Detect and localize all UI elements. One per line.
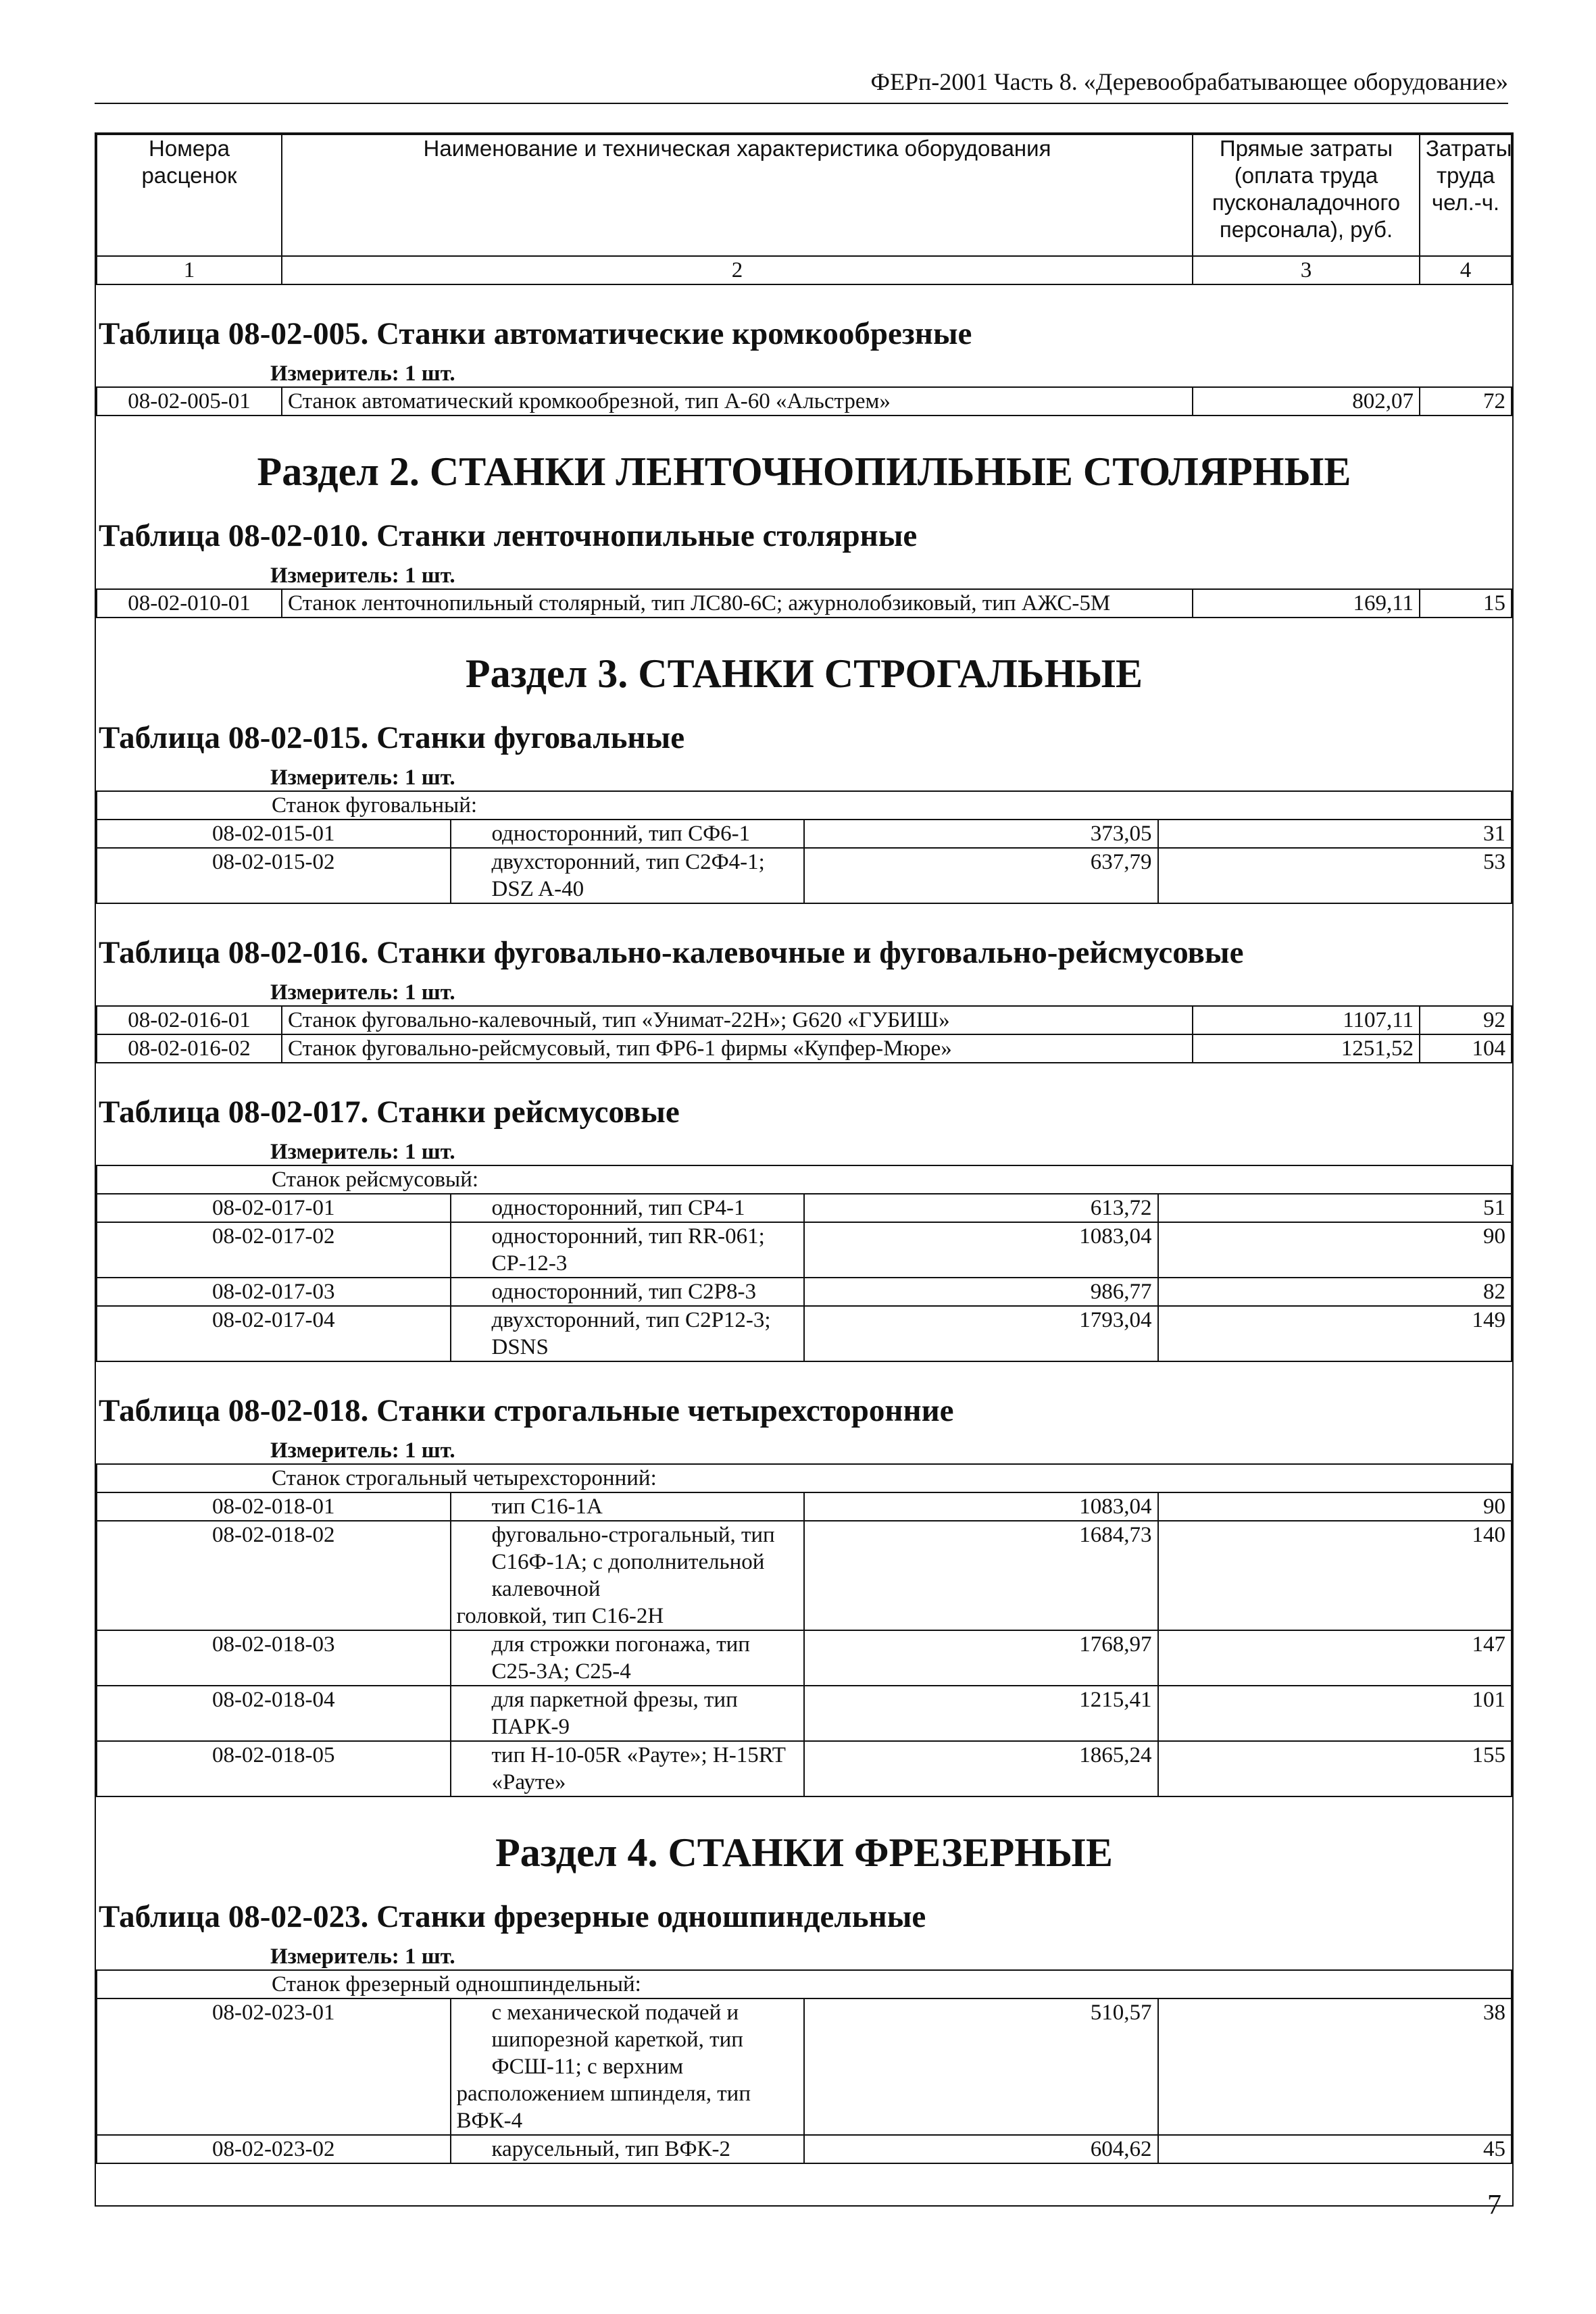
table-010 (96, 588, 1512, 618)
rate-code: 08-02-017-03 (97, 1278, 451, 1306)
rate-name: двухсторонний, тип С2Р12-3; DSNS (451, 1306, 805, 1361)
section-title-4: Раздел 4. СТАНКИ ФРЕЗЕРНЫЕ (495, 1830, 1113, 1875)
rate-name: Станок автоматический кромкообрезной, тип А-60 «Альстрем» (282, 387, 1193, 416)
rate-code: 08-02-018-01 (97, 1492, 451, 1521)
rate-labor: 92 (1420, 1006, 1512, 1034)
col-number-2: 2 (282, 256, 1193, 284)
rate-code: 08-02-015-01 (97, 820, 451, 848)
rate-code: 08-02-016-02 (97, 1034, 282, 1063)
table-row (97, 1006, 1512, 1034)
rate-code: 08-02-017-02 (97, 1222, 451, 1278)
rate-cost: 1083,04 (804, 1492, 1158, 1521)
rate-cost: 1684,73 (804, 1521, 1158, 1630)
table-title-023: Таблица 08-02-023. Станки фрезерные одношпиндельные (99, 1899, 926, 1934)
rate-name: односторонний, тип RR-061; СР-12-3 (451, 1222, 805, 1278)
page-number: 7 (1487, 2190, 1501, 2221)
rate-name: тип Н-10-05R «Рауте»; Н-15RT «Рауте» (451, 1741, 805, 1796)
table-title-015: Таблица 08-02-015. Станки фуговальные (99, 720, 685, 755)
table-row (97, 387, 1512, 416)
group-row (97, 1165, 1512, 1194)
rate-labor: 147 (1158, 1630, 1512, 1686)
rate-cost: 637,79 (804, 848, 1158, 903)
rate-code: 08-02-018-04 (97, 1686, 451, 1741)
col-number-1: 1 (97, 256, 282, 284)
header-rule (95, 103, 1508, 104)
unit-label: Измеритель: 1 шт. (270, 980, 455, 1005)
rate-code: 08-02-018-02 (97, 1521, 451, 1630)
rate-cost: 613,72 (804, 1194, 1158, 1222)
rate-cost: 1793,04 (804, 1306, 1158, 1361)
table-row (97, 1306, 1512, 1361)
table-018 (96, 1463, 1512, 1797)
table-title-017: Таблица 08-02-017. Станки рейсмусовые (99, 1095, 680, 1130)
rate-name: односторонний, тип С2Р8-3 (451, 1278, 805, 1306)
table-row (97, 1492, 1512, 1521)
group-row (97, 791, 1512, 820)
unit-label: Измеритель: 1 шт. (270, 1944, 455, 1969)
rate-name: для строжки погонажа, тип С25-3А; С25-4 (451, 1630, 805, 1686)
rate-code: 08-02-015-02 (97, 848, 451, 903)
unit-label: Измеритель: 1 шт. (270, 1438, 455, 1463)
rate-labor: 15 (1420, 589, 1512, 618)
rate-code: 08-02-018-05 (97, 1741, 451, 1796)
rate-name-multiline (451, 1998, 805, 2135)
column-header-table (96, 134, 1512, 285)
rate-cost: 1865,24 (804, 1741, 1158, 1796)
unit-label: Измеритель: 1 шт. (270, 1140, 455, 1164)
group-label: Станок строгальный четырехсторонний: (97, 1464, 1512, 1492)
rate-name-multiline (451, 1521, 805, 1630)
group-label: Станок фуговальный: (97, 791, 1512, 820)
rate-name: двухсторонний, тип С2Ф4-1; DSZ A-40 (451, 848, 805, 903)
rate-cost: 1083,04 (804, 1222, 1158, 1278)
rate-labor: 45 (1158, 2135, 1512, 2163)
table-row (97, 1521, 1512, 1630)
rate-cost: 1768,97 (804, 1630, 1158, 1686)
rate-code: 08-02-010-01 (97, 589, 282, 618)
rate-cost: 1215,41 (804, 1686, 1158, 1741)
rate-labor: 53 (1158, 848, 1512, 903)
rate-labor: 82 (1158, 1278, 1512, 1306)
table-row (97, 1741, 1512, 1796)
table-row (97, 589, 1512, 618)
section-title-3: Раздел 3. СТАНКИ СТРОГАЛЬНЫЕ (465, 651, 1143, 696)
rate-labor: 140 (1158, 1521, 1512, 1630)
rate-name: Станок фуговально-рейсмусовый, тип ФР6-1 фирмы «Купфер-Мюре» (282, 1034, 1193, 1063)
table-row (97, 820, 1512, 848)
table-title-016: Таблица 08-02-016. Станки фуговально-калевочные и фуговально-рейсмусовые (99, 935, 1244, 970)
rate-labor: 149 (1158, 1306, 1512, 1361)
rate-labor: 72 (1420, 387, 1512, 416)
col-header-labor: Затраты труда чел.-ч. (1420, 134, 1512, 256)
rate-labor: 104 (1420, 1034, 1512, 1063)
rate-cost: 604,62 (804, 2135, 1158, 2163)
rate-name-continuation: расположением шпинделя, тип ВФК-4 (456, 2082, 751, 2133)
section-title-2: Раздел 2. СТАНКИ ЛЕНТОЧНОПИЛЬНЫЕ СТОЛЯРНЫЕ (257, 449, 1351, 494)
rate-labor: 31 (1158, 820, 1512, 848)
rate-name: Станок ленточнопильный столярный, тип ЛС80-6С; ажурнолобзиковый, тип АЖС-5М (282, 589, 1193, 618)
rate-code: 08-02-016-01 (97, 1006, 282, 1034)
rate-code: 08-02-017-01 (97, 1194, 451, 1222)
rate-cost: 1107,11 (1193, 1006, 1420, 1034)
running-header: ФЕРп-2001 Часть 8. «Деревообрабатывающее оборудование» (870, 68, 1508, 95)
rates-table-frame (95, 132, 1514, 2207)
table-row (97, 2135, 1512, 2163)
rate-name: односторонний, тип СФ6-1 (451, 820, 805, 848)
group-label: Станок фрезерный одношпиндельный: (97, 1970, 1512, 1998)
table-row (97, 1034, 1512, 1063)
table-015 (96, 790, 1512, 904)
rate-labor: 38 (1158, 1998, 1512, 2135)
table-row (97, 1630, 1512, 1686)
unit-label: Измеритель: 1 шт. (270, 563, 455, 588)
rate-cost: 373,05 (804, 820, 1158, 848)
rate-name: фуговально-строгальный, тип С16Ф-1А; с дополнительной калевочной (491, 1523, 775, 1601)
rate-name: Станок фуговально-калевочный, тип «Унимат-22Н»; G620 «ГУБИШ» (282, 1006, 1193, 1034)
table-row (97, 1686, 1512, 1741)
group-row (97, 1464, 1512, 1492)
rate-code: 08-02-023-02 (97, 2135, 451, 2163)
table-row (97, 1998, 1512, 2135)
col-header-cost: Прямые затраты (оплата труда пусконаладочного персонала), руб. (1193, 134, 1420, 256)
rate-labor: 101 (1158, 1686, 1512, 1741)
rate-name-continuation: головкой, тип С16-2Н (456, 1604, 664, 1628)
rate-cost: 169,11 (1193, 589, 1420, 618)
rate-cost: 986,77 (804, 1278, 1158, 1306)
table-title-018: Таблица 08-02-018. Станки строгальные четырехсторонние (99, 1393, 954, 1428)
rate-code: 08-02-023-01 (97, 1998, 451, 2135)
rate-name: с механической подачей и шипорезной кареткой, тип ФСШ-11; с верхним (491, 2001, 743, 2079)
col-number-4: 4 (1420, 256, 1512, 284)
unit-label: Измеритель: 1 шт. (270, 765, 455, 790)
rate-name: для паркетной фрезы, тип ПАРК-9 (451, 1686, 805, 1741)
table-row (97, 848, 1512, 903)
rate-code: 08-02-005-01 (97, 387, 282, 416)
unit-label: Измеритель: 1 шт. (270, 361, 455, 386)
table-row (97, 1278, 1512, 1306)
table-017 (96, 1165, 1512, 1362)
rate-name: карусельный, тип ВФК-2 (451, 2135, 805, 2163)
rate-code: 08-02-017-04 (97, 1306, 451, 1361)
rate-labor: 155 (1158, 1741, 1512, 1796)
rate-cost: 1251,52 (1193, 1034, 1420, 1063)
group-label: Станок рейсмусовый: (97, 1165, 1512, 1194)
rate-cost: 510,57 (804, 1998, 1158, 2135)
col-header-code: Номера расценок (97, 134, 282, 256)
table-016 (96, 1005, 1512, 1063)
rate-labor: 90 (1158, 1222, 1512, 1278)
col-number-3: 3 (1193, 256, 1420, 284)
table-title-010: Таблица 08-02-010. Станки ленточнопильные столярные (99, 518, 918, 553)
table-023 (96, 1969, 1512, 2164)
table-row (97, 1194, 1512, 1222)
col-header-name: Наименование и техническая характеристика оборудования (282, 134, 1193, 256)
table-row (97, 1222, 1512, 1278)
table-title-005: Таблица 08-02-005. Станки автоматические кромкообрезные (99, 316, 972, 351)
rate-name: односторонний, тип СР4-1 (451, 1194, 805, 1222)
rate-labor: 51 (1158, 1194, 1512, 1222)
table-005 (96, 386, 1512, 416)
rate-code: 08-02-018-03 (97, 1630, 451, 1686)
group-row (97, 1970, 1512, 1998)
rate-labor: 90 (1158, 1492, 1512, 1521)
rate-name: тип С16-1А (451, 1492, 805, 1521)
rate-cost: 802,07 (1193, 387, 1420, 416)
